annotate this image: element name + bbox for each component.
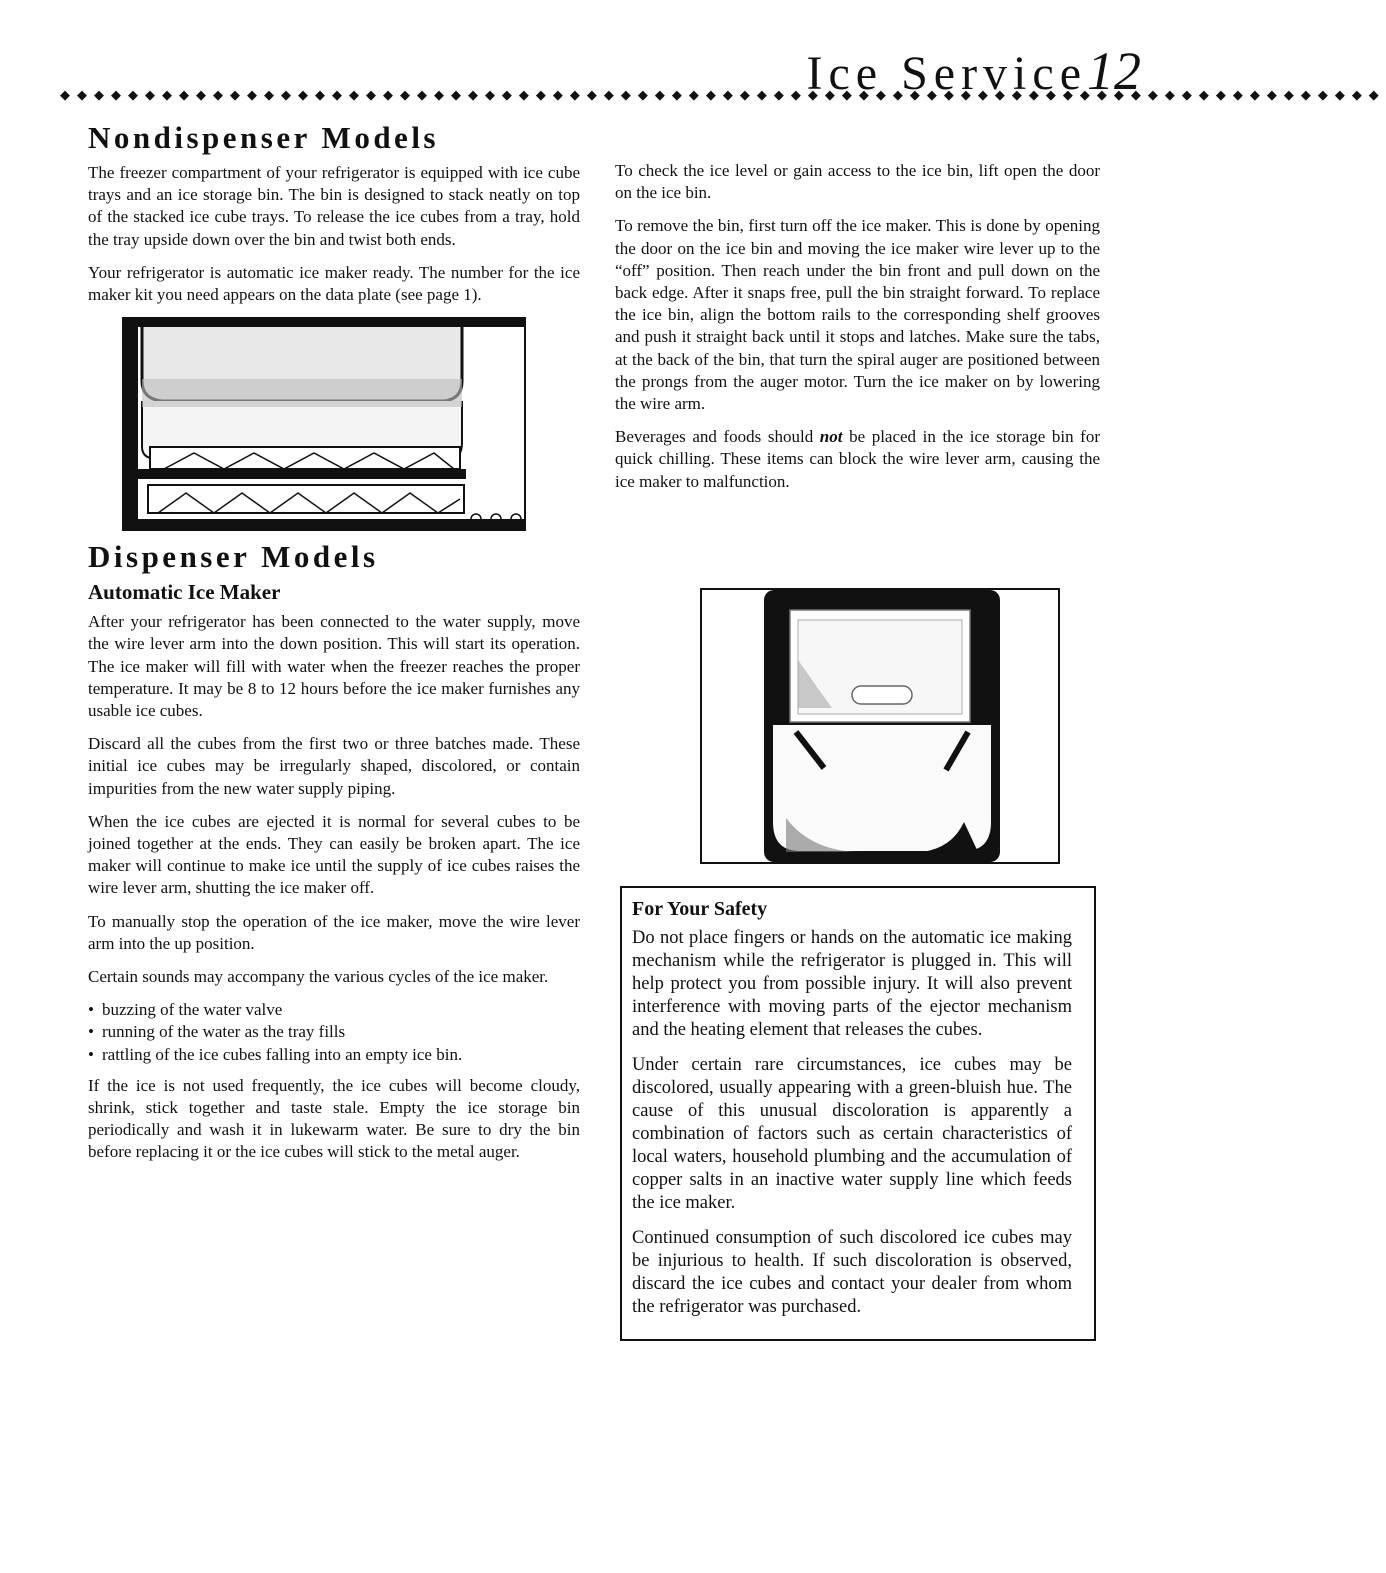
list-item: • buzzing of the water valve: [88, 999, 580, 1021]
list-item: • running of the water as the tray fills: [88, 1021, 580, 1043]
dispenser-paragraph-4: To manually stop the operation of the ice maker, move the wire lever arm into the up position.: [88, 911, 580, 953]
ice-tray-drawing: [124, 319, 524, 529]
automatic-ice-maker-subheading: Automatic Ice Maker: [88, 580, 281, 605]
beverages-warning-paragraph: [615, 426, 1100, 493]
ice-level-paragraph: To check the ice level or gain access to the ice bin, lift open the door on the ice bin.: [615, 161, 1100, 203]
beverages-text-after: be placed in the ice storage bin for quick chilling. These items can block the wire lever arm, causing the ice maker to malfunction.: [615, 427, 1100, 491]
safety-paragraph-2: Under certain rare circumstances, ice cubes may be discolored, usually appearing with a green-bluish hue. The cause of this unusual discoloration is apparently a combination of factors such as certain characteristics of local waters, household plumbing and the accumulation of copper salts in an inactive water supply line which feeds the ice maker.: [632, 1055, 1072, 1213]
dispenser-paragraph-3: When the ice cubes are ejected it is normal for several cubes to be joined together at the ends. They can easily be broken apart. The ice maker will continue to make ice until the supply of ice cubes raises the wire lever arm, shutting the ice maker off.: [88, 811, 580, 898]
safety-paragraph-3: Continued consumption of such discolored ice cubes may be injurious to health. If such discoloration is observed, discard the ice cubes and contact your dealer from whom the refrigerator was purchased.: [632, 1228, 1072, 1317]
dispenser-paragraph-1: After your refrigerator has been connected to the water supply, move the wire lever arm into the down position. This will start its operation. The ice maker will fill with water when the freezer reaches the proper temperature. It may be 8 to 12 hours before the ice maker furnishes any usable ice cubes.: [88, 612, 580, 721]
list-item: • rattling of the ice cubes falling into an empty ice bin.: [88, 1044, 580, 1066]
ice-tray-illustration: [122, 317, 526, 531]
right-column: [615, 160, 1100, 504]
nondispenser-paragraph-1: The freezer compartment of your refrigerator is equipped with ice cube trays and an ice storage bin. The bin is designed to stack neatly on top of the stacked ice cube trays. To release the ice cubes from a tray, hold the tray upside down over the bin and twist both ends.: [88, 163, 580, 249]
dispenser-paragraph-2: Discard all the cubes from the first two or three batches made. These initial ice cubes may be irregularly shaped, discolored, or contain impurities from the new water supply piping.: [88, 734, 580, 798]
remove-bin-paragraph: To remove the bin, first turn off the ice maker. This is done by opening the door on the ice bin and moving the ice maker wire lever up to the “off” position. Then reach under the bin front and pull down on the back edge. After it snaps free, pull the bin straight forward. To replace the ice bin, align the bottom rails to the corresponding shelf grooves and push it straight back until it stops and latches. Make sure the tabs, at the back of the bin, that turn the spiral auger are positioned between the prongs from the auger motor. Turn the ice maker on by lowering the wire arm.: [615, 216, 1100, 414]
not-emphasis: not: [819, 427, 843, 447]
dispenser-heading: Dispenser Models: [88, 539, 379, 575]
dispenser-paragraph-5: Certain sounds may accompany the various cycles of the ice maker.: [88, 967, 549, 987]
header-title: Ice Service: [806, 47, 1087, 100]
nondispenser-paragraph-2: Your refrigerator is automatic ice maker ready. The number for the ice maker kit you need appears on the data plate (see page 1).: [88, 262, 580, 305]
page-number: 12: [1087, 41, 1141, 101]
diamond-divider: ◆◆◆◆◆◆◆◆◆◆◆◆◆◆◆◆◆◆◆◆◆◆◆◆◆◆◆◆◆◆◆◆◆◆◆◆◆◆◆◆◆◆◆◆◆◆◆◆◆◆◆◆◆◆◆◆◆◆◆◆◆◆◆◆◆◆◆◆◆◆◆◆◆◆◆◆◆◆: [60, 87, 1386, 102]
safety-notice-box: [620, 886, 1096, 1341]
safety-paragraph-1: Do not place fingers or hands on the automatic ice making mechanism while the refrigerator is plugged in. This will help protect you from possible injury. It will also prevent interference with moving parts of the ejector mechanism and the heating element that releases the cubes.: [632, 928, 1072, 1040]
dispenser-closing-paragraph: If the ice is not used frequently, the ice cubes will become cloudy, shrink, stick together and taste stale. Empty the ice storage bin periodically and wash it in lukewarm water. Be sure to dry the bin before replacing it or the ice cubes will stick to the metal auger.: [88, 1075, 580, 1162]
safety-heading: For Your Safety: [632, 898, 768, 920]
ice-bin-illustration: [700, 588, 1060, 864]
ice-bin-drawing: [702, 590, 1058, 862]
beverages-text-before: Beverages and foods should: [615, 427, 820, 447]
nondispenser-heading: Nondispenser Models: [88, 120, 439, 155]
ice-maker-sounds-list: [88, 999, 580, 1066]
left-column: [88, 120, 580, 1175]
